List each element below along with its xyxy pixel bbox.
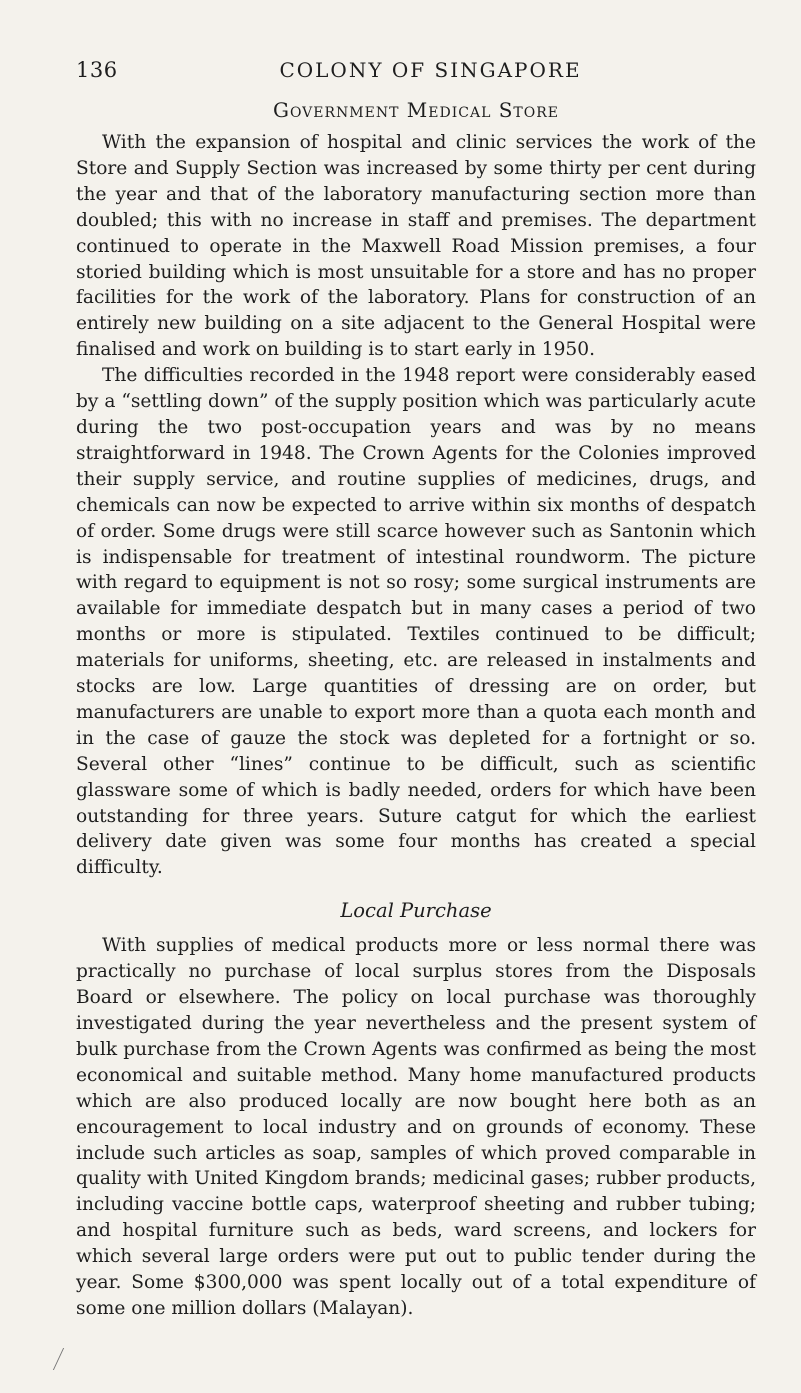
pencil-mark: [53, 1348, 74, 1370]
section-heading-medical-store: Government Medical Store: [272, 98, 560, 122]
paragraph: With the expansion of hospital and clinic services the work of the Store and Supply Section was increased by some thirty per cent during the year and that of the laboratory manufacturing section more than doubled; this with no increase in staff and premises. The department continued to operate in the Maxwell Road Mission premises, a four storied building which is most unsuitable for a store and has no proper facilities for the work of the laboratory. Plans for construction of an entirely new building on a site adjacent to the General Hospital were finalised and work on building is to start early in 1950.: [76, 132, 756, 361]
running-title: COLONY OF SINGAPORE: [279, 58, 582, 82]
page-number: 136: [76, 58, 118, 82]
page-body: [76, 96, 756, 1322]
paragraph: The difficulties recorded in the 1948 report were considerably eased by a “settling down” of the supply position which was particularly acute during the two post-occupation years and was by no means straightforward in 1948. The Crown Agents for the Colonies improved their supply service, and routine supplies of medicines, drugs, and chemicals can now be expected to arrive within six months of despatch of order. Some drugs were still scarce however such as Santonin which is indispensable for treatment of intestinal roundworm. The picture with regard to equipment is not so rosy; some surgical instruments are available for immediate despatch but in many cases a period of two months or more is stipulated. Textiles continued to be difficult; materials for uniforms, sheeting, etc. are released in instalments and stocks are low. Large quantities of dressing are on order, but manufacturers are unable to export more than a quota each month and in the case of gauze the stock was depleted for a fortnight or so. Several other “lines” continue to be difficult, such as scientific glassware some of which is badly needed, orders for which have been outstanding for three years. Suture catgut for which the earliest delivery date given was some four months has created a special difficulty.: [76, 365, 757, 879]
running-header: [76, 58, 755, 86]
paragraph: With supplies of medical products more or less normal there was practically no purchase of local surplus stores from the Disposals Board or elsewhere. The policy on local purchase was thoroughly investigated during the year nevertheless and the present system of bulk purchase from the Crown Agents was confirmed as being the most economical and suitable method. Many home manufactured products which are also produced locally are now bought here both as an encouragement to local industry and on grounds of economy. These include such articles as soap, samples of which proved comparable in quality with United Kingdom brands; medicinal gases; rubber products, including vaccine bottle caps, waterproof sheeting and rubber tubing; and hospital furniture such as beds, ward screens, and lockers for which several large orders were put out to public tender during the year. Some $300,000 was spent locally out of a total expenditure of some one million dollars (Malayan).: [76, 935, 756, 1319]
section-heading-local-purchase: Local Purchase: [340, 899, 492, 923]
